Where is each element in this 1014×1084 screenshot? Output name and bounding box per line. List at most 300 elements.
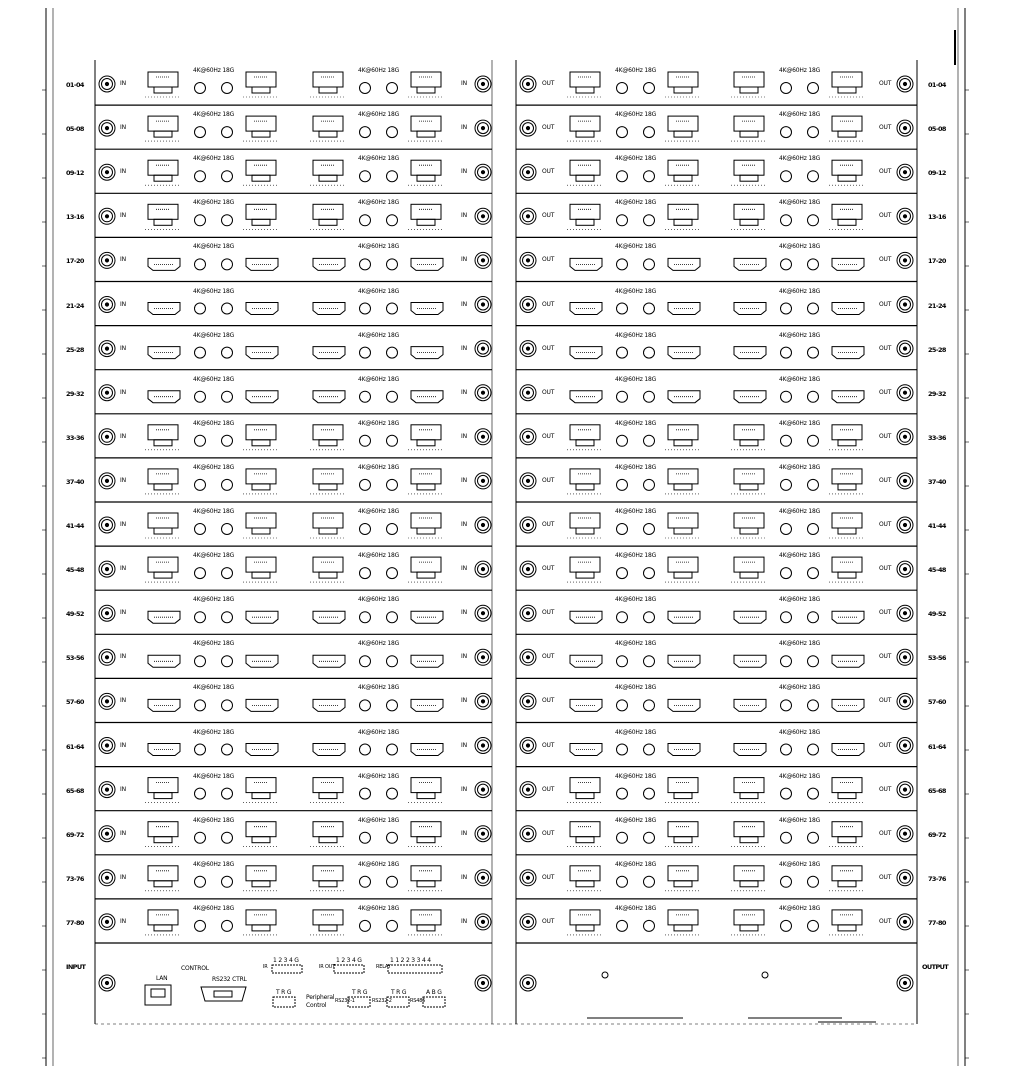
output-group-a-spec: 4K@60Hz 18G — [615, 552, 657, 560]
input-group-b-led-2 — [387, 127, 398, 138]
input-group-b-rj45-1-latch — [319, 175, 337, 181]
output-group-a-led-2 — [644, 700, 655, 711]
input-card-bnc-left-pin — [105, 744, 108, 747]
row-label-right: 05-08 — [928, 125, 946, 134]
input-group-a-spec: 4K@60Hz 18G — [193, 684, 235, 692]
output-group-b-led-1 — [781, 832, 792, 843]
output-group-b-rj45-2-body — [832, 204, 862, 219]
output-group-b-rj45-2-body — [832, 425, 862, 440]
input-card-in-label: IN — [120, 212, 126, 220]
output-group-a-led-1 — [617, 479, 628, 490]
row-label-left: 61-64 — [66, 742, 84, 751]
input-card-in-label: IN — [120, 388, 126, 396]
row-label-right: 13-16 — [928, 213, 946, 222]
input-card-bnc-left-pin — [105, 215, 108, 218]
input-group-a-rj45-1-latch — [154, 925, 172, 931]
input-group-b-led-1 — [360, 303, 371, 314]
input-group-b-rj45-1-latch — [319, 131, 337, 137]
output-card-bnc-left-pin — [526, 215, 529, 218]
output-group-b-rj45-2-latch — [838, 219, 856, 225]
input-card-bnc-left-pin — [105, 523, 108, 526]
output-card-bnc-left-pin — [526, 523, 529, 526]
input-group-a-rj45-1-latch — [154, 87, 172, 93]
input-group-a-led-1 — [195, 524, 206, 535]
input-group-a-rj45-2-body — [246, 72, 276, 87]
output-group-a-spec: 4K@60Hz 18G — [615, 640, 657, 648]
output-group-b-rj45-1-latch — [740, 925, 758, 931]
input-card-in-label-right: IN — [461, 80, 467, 87]
output-group-a-rj45-2-latch — [674, 87, 692, 93]
output-group-b-rj45-1-latch — [740, 572, 758, 578]
output-card-out-label-right: OUT — [879, 124, 892, 132]
input-group-a-rj45-1-latch — [154, 484, 172, 490]
output-group-b-spec: 4K@60Hz 18G — [779, 684, 821, 692]
input-group-b-spec: 4K@60Hz 18G — [358, 419, 400, 427]
output-group-a-spec: 4K@60Hz 18G — [615, 772, 657, 780]
input-group-b-rj45-1-body — [313, 513, 343, 528]
ir-terminal-block — [272, 965, 302, 973]
output-group-b-led-2 — [808, 788, 819, 799]
input-card-bnc-right-pin — [481, 215, 484, 218]
output-group-a-rj45-1-body — [570, 513, 600, 528]
input-group-a-rj45-1-latch — [154, 528, 172, 534]
input-group-b-spec: 4K@60Hz 18G — [358, 596, 400, 604]
output-group-a-rj45-2-body — [668, 160, 698, 175]
input-card-in-label: IN — [120, 565, 126, 573]
output-group-a-led-1 — [617, 171, 628, 182]
input-card-bnc-left-pin — [105, 920, 108, 923]
input-group-a-rj45-2-latch — [252, 925, 270, 931]
output-group-a-led-2 — [644, 876, 655, 887]
output-group-a-spec: 4K@60Hz 18G — [615, 243, 657, 251]
relay-terminal-block — [388, 965, 442, 973]
input-group-b-spec: 4K@60Hz 18G — [358, 375, 400, 383]
output-card-out-label-right: OUT — [879, 521, 892, 528]
input-group-a-rj45-2-latch — [252, 219, 270, 225]
input-group-b-led-1 — [360, 259, 371, 270]
lan-port-socket — [151, 989, 165, 997]
input-group-a-led-1 — [195, 656, 206, 667]
output-group-a-spec: 4K@60Hz 18G — [615, 728, 657, 736]
output-group-b-led-2 — [808, 656, 819, 667]
output-card-out-label-right: OUT — [879, 344, 892, 352]
output-group-b-rj45-2-body — [832, 469, 862, 484]
input-card-bnc-left-pin — [105, 127, 108, 130]
row-label-left: 01-04 — [66, 81, 84, 89]
output-group-b-rj45-1-body — [734, 160, 764, 175]
output-group-a-led-2 — [644, 920, 655, 931]
input-group-b-rj45-1-latch — [319, 219, 337, 225]
trg-terminal-block — [273, 997, 295, 1007]
input-group-b-spec: 4K@60Hz 18G — [358, 463, 400, 471]
output-group-b-spec: 4K@60Hz 18G — [779, 419, 821, 427]
row-label-left: 21-24 — [66, 301, 84, 310]
input-group-a-rj45-2-body — [246, 866, 276, 881]
input-group-a-rj45-2-body — [246, 116, 276, 131]
row-label-right: 37-40 — [928, 477, 946, 486]
output-group-b-led-2 — [808, 700, 819, 711]
input-card-in-label-right: IN — [461, 212, 467, 220]
input-group-a-led-1 — [195, 215, 206, 226]
output-group-b-led-2 — [808, 127, 819, 138]
output-plate-screw-1 — [602, 972, 608, 978]
input-group-a-rj45-2-body — [246, 160, 276, 175]
row-label-left: 41-44 — [66, 522, 84, 530]
output-group-b-rj45-2-body — [832, 778, 862, 793]
output-plate-screw-2 — [762, 972, 768, 978]
input-group-b-rj45-2-latch — [417, 131, 435, 137]
output-card-out-label: OUT — [542, 785, 555, 793]
ir-out-label: IR OUT — [319, 964, 335, 970]
output-group-b-led-2 — [808, 524, 819, 535]
input-card-in-label: IN — [120, 829, 126, 837]
input-group-a-led-1 — [195, 700, 206, 711]
input-group-b-led-2 — [387, 920, 398, 931]
output-group-a-led-2 — [644, 832, 655, 843]
input-group-a-led-1 — [195, 391, 206, 402]
input-group-b-led-1 — [360, 744, 371, 755]
output-card-bnc-right-pin — [903, 435, 906, 438]
output-group-a-rj45-2-latch — [674, 440, 692, 446]
row-label-left: 57-60 — [66, 698, 84, 707]
input-card-bnc-right-pin — [481, 920, 484, 923]
output-group-a-spec: 4K@60Hz 18G — [615, 816, 657, 824]
output-group-a-rj45-2-latch — [674, 881, 692, 887]
input-side-label: INPUT — [66, 963, 86, 971]
input-group-a-led-2 — [222, 303, 233, 314]
output-group-a-led-1 — [617, 612, 628, 623]
output-group-a-spec: 4K@60Hz 18G — [615, 463, 657, 471]
input-group-a-led-1 — [195, 744, 206, 755]
input-group-b-spec: 4K@60Hz 18G — [358, 155, 400, 163]
input-group-a-spec: 4K@60Hz 18G — [193, 904, 235, 912]
output-card-bnc-left-pin — [526, 347, 529, 350]
output-group-b-spec: 4K@60Hz 18G — [779, 463, 821, 471]
output-group-a-led-1 — [617, 656, 628, 667]
output-group-a-rj45-1-body — [570, 425, 600, 440]
output-group-b-led-1 — [781, 612, 792, 623]
output-card-out-label-right: OUT — [879, 917, 892, 925]
output-group-a-rj45-1-body — [570, 72, 600, 87]
input-card-bnc-left-pin — [105, 700, 108, 703]
output-group-a-led-2 — [644, 744, 655, 755]
input-group-b-led-2 — [387, 391, 398, 402]
output-group-a-led-2 — [644, 171, 655, 182]
input-group-a-rj45-1-latch — [154, 219, 172, 225]
input-group-b-led-1 — [360, 127, 371, 138]
output-group-b-led-2 — [808, 303, 819, 314]
output-group-b-rj45-1-latch — [740, 528, 758, 534]
output-group-b-led-2 — [808, 744, 819, 755]
output-group-a-led-2 — [644, 83, 655, 94]
input-group-a-rj45-1-body — [148, 866, 178, 881]
output-card-out-label: OUT — [542, 388, 555, 396]
row-label-right: 17-20 — [928, 257, 946, 266]
output-group-b-spec: 4K@60Hz 18G — [779, 772, 821, 780]
row-label-left: 37-40 — [66, 477, 84, 486]
output-card-out-label-right: OUT — [879, 697, 892, 705]
input-card-in-label: IN — [120, 609, 126, 617]
output-group-a-led-2 — [644, 127, 655, 138]
output-group-a-rj45-1-latch — [576, 484, 594, 490]
input-group-a-led-2 — [222, 568, 233, 579]
input-group-a-rj45-2-body — [246, 204, 276, 219]
output-card-bnc-right-pin — [903, 920, 906, 923]
row-label-right: 25-28 — [928, 345, 946, 354]
input-group-b-rj45-2-body — [411, 910, 441, 925]
input-group-a-rj45-2-body — [246, 557, 276, 572]
output-group-a-rj45-1-latch — [576, 881, 594, 887]
input-group-a-rj45-2-body — [246, 910, 276, 925]
output-group-b-rj45-1-latch — [740, 87, 758, 93]
output-group-a-rj45-1-latch — [576, 175, 594, 181]
output-group-b-led-1 — [781, 259, 792, 270]
output-group-b-rj45-2-latch — [838, 881, 856, 887]
output-group-a-rj45-1-body — [570, 866, 600, 881]
input-group-b-rj45-2-body — [411, 469, 441, 484]
input-group-a-led-2 — [222, 920, 233, 931]
input-group-b-led-2 — [387, 832, 398, 843]
input-group-b-rj45-2-latch — [417, 175, 435, 181]
output-group-a-led-1 — [617, 215, 628, 226]
input-group-b-led-1 — [360, 435, 371, 446]
output-group-b-rj45-2-body — [832, 910, 862, 925]
input-card-bnc-left-pin — [105, 568, 108, 571]
input-group-b-rj45-1-body — [313, 866, 343, 881]
input-card-in-label-right: IN — [461, 785, 467, 793]
output-group-a-led-2 — [644, 391, 655, 402]
output-group-a-rj45-1-body — [570, 910, 600, 925]
input-group-a-led-2 — [222, 435, 233, 446]
input-group-a-rj45-2-latch — [252, 837, 270, 843]
input-group-a-spec: 4K@60Hz 18G — [193, 331, 235, 339]
input-card-in-label-right: IN — [461, 124, 467, 132]
output-group-a-led-1 — [617, 920, 628, 931]
input-control-bnc-left-pin — [105, 981, 108, 984]
output-group-b-led-1 — [781, 920, 792, 931]
output-card-out-label: OUT — [542, 741, 555, 749]
output-card-bnc-right-pin — [903, 744, 906, 747]
input-group-b-rj45-2-latch — [417, 881, 435, 887]
output-card-out-label: OUT — [542, 300, 555, 308]
row-label-right: 41-44 — [928, 522, 946, 530]
input-card-in-label: IN — [120, 521, 126, 528]
input-card-in-label-right: IN — [461, 432, 467, 440]
output-group-b-rj45-1-body — [734, 822, 764, 837]
input-group-b-rj45-1-latch — [319, 528, 337, 534]
output-group-a-led-2 — [644, 479, 655, 490]
output-card-bnc-left-pin — [526, 568, 529, 571]
input-group-b-rj45-2-body — [411, 160, 441, 175]
output-card-out-label-right: OUT — [879, 653, 892, 661]
output-group-b-rj45-2-body — [832, 822, 862, 837]
input-group-b-rj45-1-body — [313, 822, 343, 837]
input-group-a-spec: 4K@60Hz 18G — [193, 67, 235, 74]
output-group-a-spec: 4K@60Hz 18G — [615, 155, 657, 163]
input-group-b-rj45-2-body — [411, 204, 441, 219]
relay-pin-numbers: 1 1 2 2 3 3 4 4 — [390, 957, 431, 964]
output-card-out-label-right: OUT — [879, 300, 892, 308]
input-group-b-led-2 — [387, 612, 398, 623]
output-group-a-rj45-2-latch — [674, 837, 692, 843]
output-group-b-rj45-1-latch — [740, 440, 758, 446]
output-group-b-led-1 — [781, 435, 792, 446]
output-group-a-rj45-2-body — [668, 557, 698, 572]
output-group-a-rj45-1-body — [570, 116, 600, 131]
input-group-a-led-2 — [222, 479, 233, 490]
input-group-a-led-1 — [195, 876, 206, 887]
input-card-in-label: IN — [120, 300, 126, 308]
row-label-right: 01-04 — [928, 81, 946, 89]
output-group-a-rj45-2-latch — [674, 219, 692, 225]
input-group-a-led-2 — [222, 700, 233, 711]
input-card-in-label: IN — [120, 344, 126, 352]
input-group-b-led-1 — [360, 788, 371, 799]
input-card-bnc-right-pin — [481, 700, 484, 703]
output-group-a-rj45-2-body — [668, 910, 698, 925]
output-group-b-led-2 — [808, 215, 819, 226]
input-group-a-rj45-1-latch — [154, 881, 172, 887]
output-group-a-rj45-2-latch — [674, 484, 692, 490]
rs485-terminal-block — [423, 997, 445, 1007]
output-card-out-label-right: OUT — [879, 80, 892, 87]
row-label-left: 09-12 — [66, 169, 84, 178]
input-group-b-rj45-2-latch — [417, 528, 435, 534]
input-card-bnc-right-pin — [481, 788, 484, 791]
input-card-bnc-left-pin — [105, 612, 108, 615]
output-group-b-spec: 4K@60Hz 18G — [779, 287, 821, 295]
input-group-b-led-2 — [387, 303, 398, 314]
output-card-out-label-right: OUT — [879, 829, 892, 837]
input-card-bnc-right-pin — [481, 612, 484, 615]
input-card-bnc-right-pin — [481, 568, 484, 571]
output-card-out-label: OUT — [542, 565, 555, 573]
input-card-bnc-right-pin — [481, 876, 484, 879]
input-group-b-rj45-1-body — [313, 116, 343, 131]
output-card-out-label: OUT — [542, 256, 555, 264]
output-card-bnc-right-pin — [903, 523, 906, 526]
output-group-a-rj45-2-latch — [674, 175, 692, 181]
output-group-a-rj45-2-body — [668, 469, 698, 484]
output-group-b-led-2 — [808, 259, 819, 270]
output-group-b-rj45-1-latch — [740, 793, 758, 799]
output-card-out-label-right: OUT — [879, 168, 892, 176]
input-group-b-rj45-2-latch — [417, 925, 435, 931]
output-group-a-led-1 — [617, 83, 628, 94]
input-group-b-led-2 — [387, 700, 398, 711]
output-card-out-label-right: OUT — [879, 476, 892, 484]
input-card-bnc-right-pin — [481, 832, 484, 835]
output-group-a-led-2 — [644, 524, 655, 535]
input-group-a-led-1 — [195, 612, 206, 623]
output-group-b-spec: 4K@60Hz 18G — [779, 111, 821, 119]
input-group-a-rj45-1-latch — [154, 175, 172, 181]
row-label-right: 61-64 — [928, 742, 946, 751]
output-group-a-rj45-2-body — [668, 204, 698, 219]
input-group-b-spec: 4K@60Hz 18G — [358, 816, 400, 824]
output-group-a-led-1 — [617, 391, 628, 402]
output-group-b-spec: 4K@60Hz 18G — [779, 67, 821, 74]
output-group-b-rj45-2-latch — [838, 837, 856, 843]
input-group-b-rj45-1-latch — [319, 837, 337, 843]
input-group-b-rj45-2-latch — [417, 484, 435, 490]
input-group-b-rj45-2-body — [411, 866, 441, 881]
input-group-b-led-2 — [387, 656, 398, 667]
output-group-b-spec: 4K@60Hz 18G — [779, 243, 821, 251]
output-group-a-rj45-1-latch — [576, 440, 594, 446]
input-group-b-led-2 — [387, 744, 398, 755]
output-group-b-led-1 — [781, 876, 792, 887]
output-card-out-label: OUT — [542, 212, 555, 220]
input-group-a-rj45-1-body — [148, 513, 178, 528]
output-group-b-rj45-2-body — [832, 866, 862, 881]
input-group-b-spec: 4K@60Hz 18G — [358, 111, 400, 119]
output-card-out-label: OUT — [542, 829, 555, 837]
output-group-a-rj45-1-body — [570, 778, 600, 793]
output-group-a-rj45-1-body — [570, 822, 600, 837]
output-group-b-rj45-1-body — [734, 866, 764, 881]
input-group-a-rj45-1-body — [148, 910, 178, 925]
relay-label: RELAY — [376, 964, 391, 970]
lan-label: LAN — [156, 975, 168, 982]
input-card-bnc-left-pin — [105, 788, 108, 791]
input-group-b-rj45-2-body — [411, 557, 441, 572]
output-card-bnc-right-pin — [903, 788, 906, 791]
output-group-b-led-1 — [781, 127, 792, 138]
input-card-in-label-right: IN — [461, 697, 467, 705]
input-card-in-label-right: IN — [461, 476, 467, 484]
output-card-bnc-right-pin — [903, 171, 906, 174]
output-group-b-rj45-1-body — [734, 469, 764, 484]
input-group-a-led-2 — [222, 656, 233, 667]
output-group-b-led-1 — [781, 215, 792, 226]
row-label-right: 53-56 — [928, 654, 946, 663]
rs232-2-label: RS232-2 — [372, 998, 392, 1004]
output-card-bnc-left-pin — [526, 259, 529, 262]
input-group-a-spec: 4K@60Hz 18G — [193, 155, 235, 163]
output-group-a-led-2 — [644, 215, 655, 226]
output-group-a-led-2 — [644, 259, 655, 270]
input-card-in-label-right: IN — [461, 168, 467, 176]
output-group-a-spec: 4K@60Hz 18G — [615, 287, 657, 295]
output-group-a-led-1 — [617, 303, 628, 314]
output-group-b-spec: 4K@60Hz 18G — [779, 728, 821, 736]
output-group-b-led-2 — [808, 347, 819, 358]
input-card-in-label: IN — [120, 476, 126, 484]
output-card-bnc-right-pin — [903, 612, 906, 615]
input-card-in-label: IN — [120, 80, 126, 87]
input-group-a-led-2 — [222, 612, 233, 623]
input-control-bnc-right-pin — [481, 981, 484, 984]
input-group-b-led-1 — [360, 479, 371, 490]
input-group-a-rj45-2-body — [246, 469, 276, 484]
input-group-b-led-2 — [387, 83, 398, 94]
input-group-b-led-2 — [387, 524, 398, 535]
input-group-a-rj45-1-latch — [154, 793, 172, 799]
output-card-bnc-right-pin — [903, 347, 906, 350]
output-group-a-rj45-2-body — [668, 72, 698, 87]
output-group-a-spec: 4K@60Hz 18G — [615, 596, 657, 604]
output-group-a-led-2 — [644, 568, 655, 579]
input-group-b-spec: 4K@60Hz 18G — [358, 67, 400, 74]
output-card-bnc-left-pin — [526, 876, 529, 879]
output-group-a-led-1 — [617, 700, 628, 711]
output-group-b-led-2 — [808, 568, 819, 579]
output-group-b-rj45-1-latch — [740, 131, 758, 137]
input-group-a-rj45-2-latch — [252, 572, 270, 578]
output-card-out-label-right: OUT — [879, 873, 892, 881]
input-card-bnc-right-pin — [481, 347, 484, 350]
